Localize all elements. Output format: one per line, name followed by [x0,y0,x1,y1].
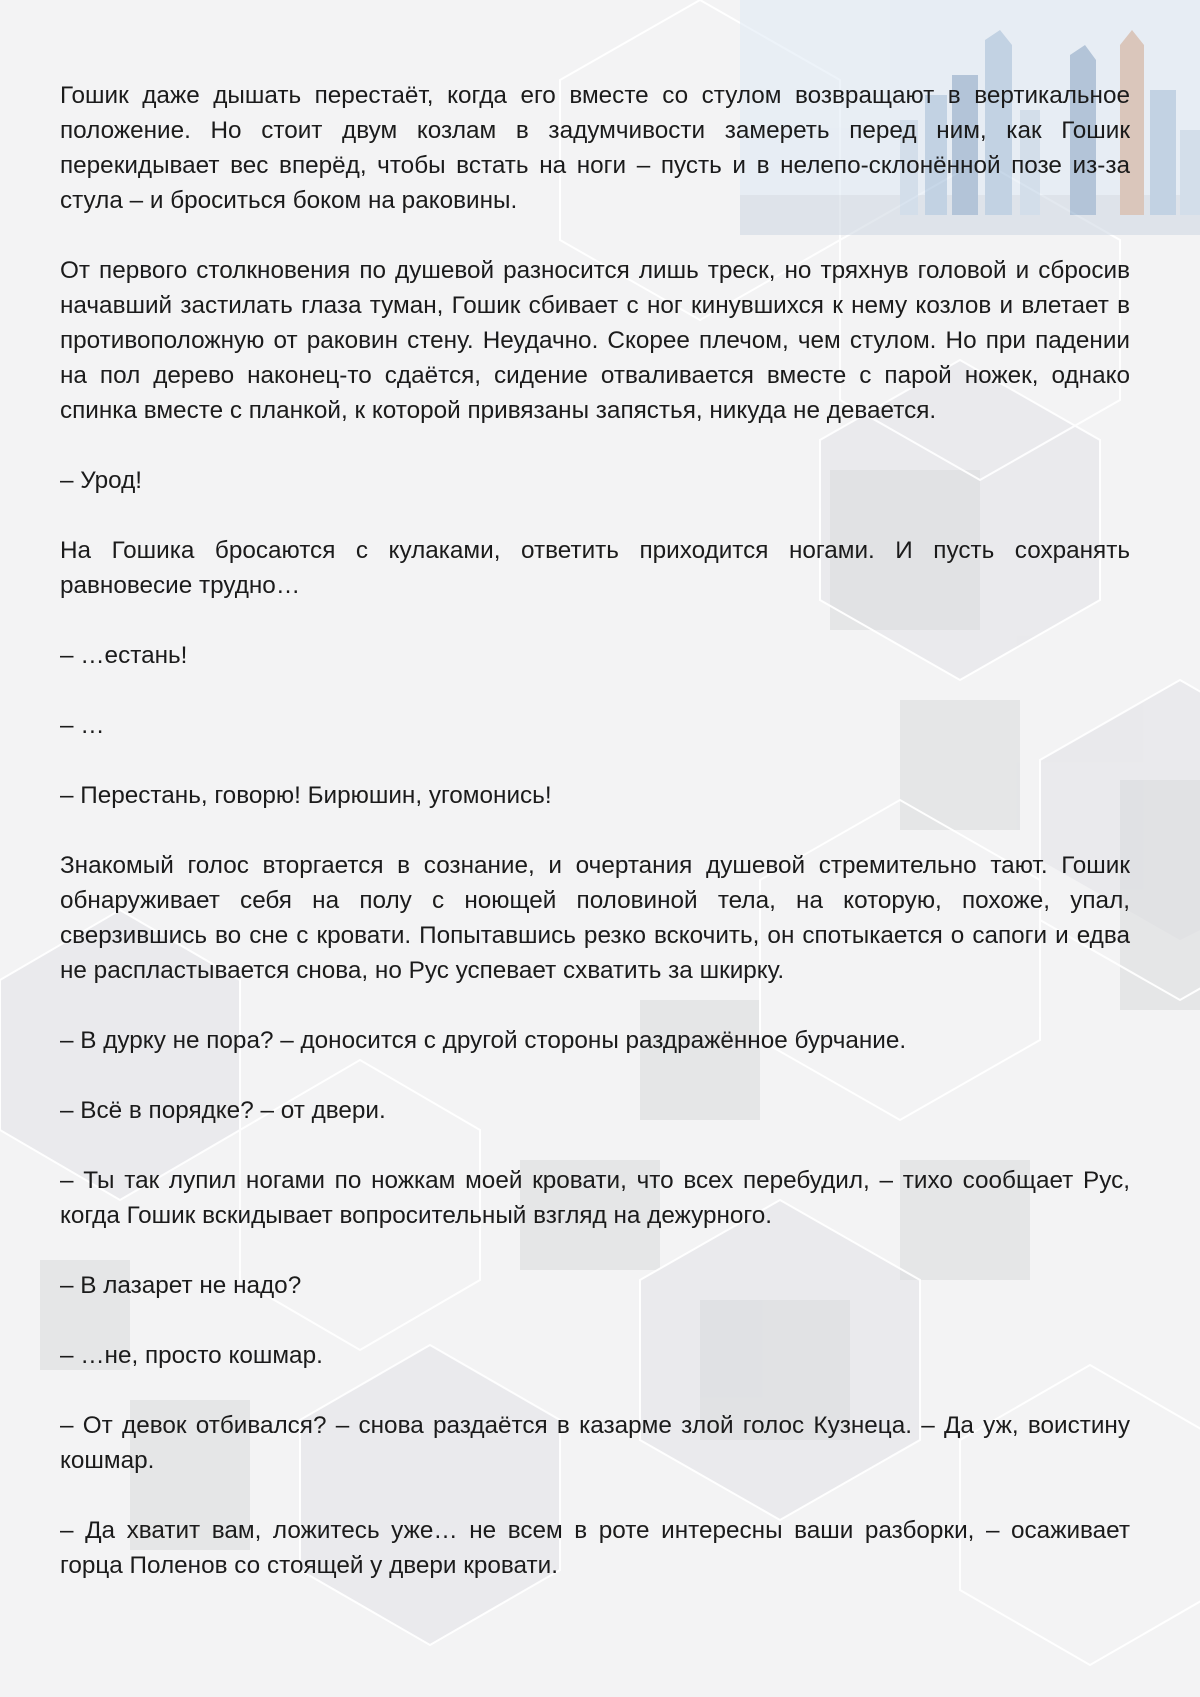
dialogue-line: – …не, просто кошмар. [60,1342,323,1369]
dialogue-line: – Урод! [60,467,143,494]
dialogue-line: – В дурку не пора? – доносится с другой стороны раздражённое бурчание. [60,1027,907,1054]
paragraph: Знакомый голос вторгается в сознание, и очертания душевой стремительно тают. Гошик обнаруживает себя на полу с ноющей половиной тела, на которую, похоже, упал, сверзившись во сне с кровати. Попытавшись резко вскочить, он спотыкается о сапоги и едва не распластывается снова, но Рус успевает схватить за шкирку. [60,852,1130,984]
document-body [60,78,1130,1583]
dialogue-line: – …естань! [60,642,188,669]
dialogue-line: – От девок отбивался? – снова раздаётся в казарме злой голос Кузнеца. – Да уж, воистину кошмар. [60,1412,1130,1474]
dialogue-line: – В лазарет не надо? [60,1272,302,1299]
paragraph: На Гошика бросаются с кулаками, ответить приходится ногами. И пусть сохранять равновесие трудно… [60,537,1130,599]
paragraph: Гошик даже дышать перестаёт, когда его вместе со стулом возвращают в вертикальное положение. Но стоит двум козлам в задумчивости замереть перед ним, как Гошик перекидывает вес вперёд, чтобы встать на ноги – пусть и в нелепо-склонённой позе из-за стула – и броситься боком на раковины. [60,82,1130,214]
dialogue-line: – Всё в порядке? – от двери. [60,1097,386,1124]
paragraph: От первого столкновения по душевой разносится лишь треск, но тряхнув головой и сбросив начавший застилать глаза туман, Гошик сбивает с ног кинувшихся к нему козлов и влетает в противоположную от раковин стену. Неудачно. Скорее плечом, чем стулом. Но при падении на пол дерево наконец-то сдаётся, сидение отваливается вместе с парой ножек, однако спинка вместе с планкой, к которой привязаны запястья, никуда не девается. [60,257,1130,424]
dialogue-line: – Ты так лупил ногами по ножкам моей кровати, что всех перебудил, – тихо сообщает Рус, когда Гошик вскидывает вопросительный взгляд на дежурного. [60,1167,1130,1229]
dialogue-line: – Да хватит вам, ложитесь уже… не всем в роте интересны ваши разборки, – осаживает горца Поленов со стоящей у двери кровати. [60,1517,1130,1579]
dialogue-line: – … [60,712,105,739]
dialogue-line: – Перестань, говорю! Бирюшин, угомонись! [60,782,552,809]
